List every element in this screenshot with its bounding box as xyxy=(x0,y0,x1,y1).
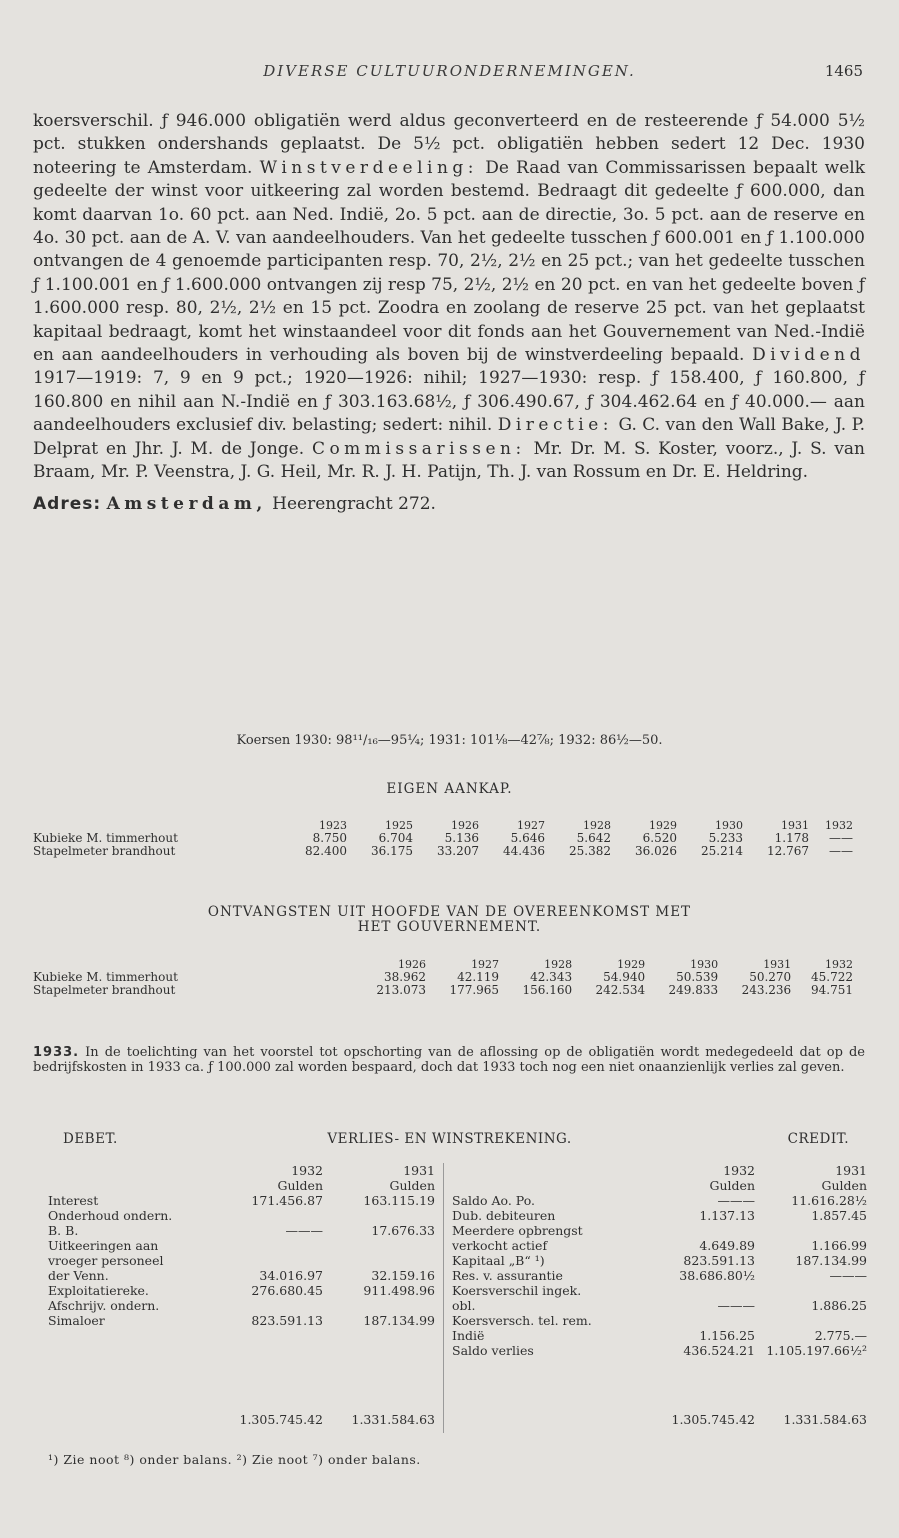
value-cell: 177.965 xyxy=(449,983,500,997)
value-cell: 50.270 xyxy=(749,970,792,984)
value-cell: 5.646 xyxy=(510,831,545,845)
value-cell: 34.016.97 xyxy=(259,1268,323,1283)
row-label: Stapelmeter brandhout xyxy=(33,844,176,858)
eigen-aankap-title: EIGEN AANKAP. xyxy=(386,781,513,797)
year-cell: 1929 xyxy=(649,819,677,832)
value-cell: 11.616.28½ xyxy=(791,1193,867,1208)
footnotes: ¹) Zie noot ⁸) onder balans. ²) Zie noot ⁷) onder balans. xyxy=(48,1452,421,1467)
table-row xyxy=(452,1328,867,1343)
value-cell: 276.680.45 xyxy=(251,1283,323,1298)
value-cell: 187.134.99 xyxy=(363,1313,435,1328)
value-cell xyxy=(755,1313,867,1328)
value-cell: 436.524.21 xyxy=(683,1343,755,1358)
debet-heading: DEBET. xyxy=(63,1131,118,1147)
value-cell: 911.498.96 xyxy=(363,1283,435,1298)
row-label: Stapelmeter brandhout xyxy=(33,983,176,997)
value-cell: 823.591.13 xyxy=(683,1253,755,1268)
value-cell: ——— xyxy=(717,1298,755,1313)
debit-totals xyxy=(223,1412,436,1427)
value-cell xyxy=(223,1238,323,1253)
value-cell xyxy=(667,1313,755,1328)
credit-year-header xyxy=(452,1163,867,1178)
value-cell: 12.767 xyxy=(767,844,809,858)
table-row xyxy=(452,1208,867,1223)
note-1933 xyxy=(33,1045,865,1075)
table-row xyxy=(452,1223,867,1238)
eigen-aankap-table xyxy=(33,819,853,858)
value-cell xyxy=(323,1238,435,1253)
ontvangsten-title-line2: HET GOUVERNEMENT. xyxy=(357,919,542,935)
row-label: Interest xyxy=(48,1193,99,1208)
dividend-text: 1917—1919: 7, 9 en 9 pct.; 1920—1926: nihil; 1927—1930: resp. ƒ 158.400, ƒ 160.800, ƒ 160.800 en nihil aan N.-Indië en ƒ 303.163.68½, ƒ 306.490.67, ƒ 304.462.64 en ƒ 40.000.— aan aandeelhouders exclusief div. belasting; sedert: nihil. xyxy=(33,368,865,436)
row-label: vroeger personeel xyxy=(48,1253,164,1268)
table-row xyxy=(452,1298,867,1313)
year-cell: 1932 xyxy=(825,819,853,832)
value-cell: 54.940 xyxy=(603,970,646,984)
value-cell: 42.119 xyxy=(457,970,500,984)
value-cell xyxy=(667,1283,755,1298)
value-cell: 5.642 xyxy=(576,831,611,845)
table-row xyxy=(452,1343,867,1358)
value-cell: 38.686.80½ xyxy=(679,1268,755,1283)
address-label: Adres: xyxy=(33,493,102,514)
value-cell xyxy=(223,1253,323,1268)
note-year: 1933. xyxy=(33,1045,80,1060)
row-label: Saldo Ao. Po. xyxy=(452,1193,535,1208)
commissarissen-label: Commissarissen: xyxy=(311,438,526,459)
note-text: In de toelichting van het voorstel tot opschorting van de aflossing op de obligatiën wordt medegedeeld dat op de bedrijfskosten in 1933 ca. ƒ 100.000 zal worden bespaard, doch dat 1933 toch nog een niet onaanzienlijk verlies zal geven. xyxy=(33,1045,865,1075)
row-label: Simaloer xyxy=(48,1313,105,1328)
year-cell: 1928 xyxy=(583,819,611,832)
row-label: obl. xyxy=(452,1298,476,1313)
year-label: 1932 xyxy=(291,1163,323,1178)
table-row xyxy=(33,845,853,858)
year-cell: 1931 xyxy=(781,819,809,832)
table-row xyxy=(48,1208,436,1223)
value-cell: —— xyxy=(829,831,853,845)
table-row xyxy=(452,1313,867,1328)
table-row xyxy=(452,1193,867,1208)
winstverdeeling-label: Winstverdeeling: xyxy=(259,157,478,178)
value-cell: 2.775.— xyxy=(814,1328,867,1343)
year-cell: 1927 xyxy=(517,819,545,832)
unit-label: Gulden xyxy=(709,1178,755,1193)
value-cell: 50.539 xyxy=(676,970,719,984)
value-cell: 1.137.13 xyxy=(699,1208,755,1223)
value-cell: 42.343 xyxy=(530,970,573,984)
year-cell: 1926 xyxy=(398,958,427,971)
row-label: Res. v. assurantie xyxy=(452,1268,563,1283)
debit-side xyxy=(48,1163,436,1328)
row-label: Afschrijv. ondern. xyxy=(48,1298,160,1313)
row-label: Indië xyxy=(452,1328,485,1343)
unit-label: Gulden xyxy=(277,1178,323,1193)
value-cell: 36.175 xyxy=(371,844,413,858)
page-header xyxy=(0,62,899,86)
value-cell: 1.166.99 xyxy=(811,1238,867,1253)
row-label: Exploitatiereke. xyxy=(48,1283,149,1298)
value-cell: 187.134.99 xyxy=(795,1253,867,1268)
value-cell: 1.886.25 xyxy=(811,1298,867,1313)
credit-totals xyxy=(667,1412,867,1427)
value-cell: 213.073 xyxy=(376,983,427,997)
year-cell: 1929 xyxy=(617,958,646,971)
table-row xyxy=(452,1238,867,1253)
year-cell: 1927 xyxy=(471,958,500,971)
value-cell: 6.704 xyxy=(378,831,413,845)
total-value: 1.331.584.63 xyxy=(351,1412,435,1427)
table-row xyxy=(48,1268,436,1283)
table-row xyxy=(48,1223,436,1238)
value-cell: 38.962 xyxy=(384,970,427,984)
conversion-text: koersverschil. ƒ 946.000 obligatiën werd aldus geconverteerd en de resteerende ƒ 54.000 5½ pct. stukken ondershands geplaatst. De 5½ pct. obligatiën hebben sedert 12 Dec. 1930 noteering te Amsterdam. xyxy=(33,111,865,178)
page-number: 1465 xyxy=(824,62,863,80)
value-cell xyxy=(223,1208,323,1223)
value-cell: 33.207 xyxy=(437,844,479,858)
value-cell xyxy=(755,1223,867,1238)
value-cell xyxy=(223,1298,323,1313)
value-cell: ——— xyxy=(829,1268,867,1283)
value-cell xyxy=(755,1283,867,1298)
body-paragraph xyxy=(33,110,865,516)
value-cell: 8.750 xyxy=(312,831,347,845)
year-label: 1931 xyxy=(835,1163,867,1178)
value-cell: 1.105.197.66½² xyxy=(766,1343,867,1358)
table-row xyxy=(452,1253,867,1268)
row-label: Kubieke M. timmerhout xyxy=(33,970,178,984)
table-row xyxy=(452,1268,867,1283)
value-cell: 4.649.89 xyxy=(699,1238,755,1253)
value-cell: 5.136 xyxy=(444,831,479,845)
address-street: Heerengracht 272. xyxy=(272,493,436,514)
directie-label: Directie: xyxy=(497,415,614,436)
value-cell xyxy=(323,1208,435,1223)
year-label: 1932 xyxy=(723,1163,755,1178)
debit-year-header xyxy=(48,1163,436,1178)
row-label: Koersversch. tel. rem. xyxy=(452,1313,592,1328)
table-row xyxy=(48,1313,436,1328)
value-cell: 171.456.87 xyxy=(251,1193,323,1208)
year-cell: 1923 xyxy=(319,819,347,832)
year-cell: 1931 xyxy=(763,958,792,971)
year-cell: 1928 xyxy=(544,958,573,971)
row-label: Kubieke M. timmerhout xyxy=(33,831,178,845)
year-label: 1931 xyxy=(403,1163,435,1178)
row-label: Meerdere opbrengst xyxy=(452,1223,583,1238)
value-cell: 156.160 xyxy=(522,983,573,997)
table-row xyxy=(48,1253,436,1268)
year-cell: 1930 xyxy=(690,958,719,971)
dividend-label: Dividend xyxy=(752,345,866,366)
value-cell xyxy=(667,1223,755,1238)
table-row xyxy=(33,984,853,997)
value-cell: 17.676.33 xyxy=(371,1223,435,1238)
value-cell xyxy=(323,1253,435,1268)
credit-unit-header xyxy=(452,1178,867,1193)
credit-heading: CREDIT. xyxy=(787,1131,849,1147)
directie-text: G. C. van den Wall Bake, J. P. Delprat en Jhr. J. M. de Jonge. xyxy=(33,415,865,459)
winstverdeeling-text: De Raad van Commissarissen bepaalt welk gedeelte der winst voor uitkeering zal worden bestemd. Bedraagt dit gedeelte ƒ 600.000, dan komt daarvan 1o. 60 pct. aan Ned. Indië, 2o. 5 pct. aan de directie, 3o. 5 pct. aan de reserve en 4o. 30 pct. aan de A. V. van aandeelhouders. Van het gedeelte tusschen ƒ 600.001 en ƒ 1.100.000 ontvangen de 4 genoemde participanten resp. 70, 2½, 2½ en 25 pct.; van het gedeelte tusschen ƒ 1.100.001 en ƒ 1.600.000 ontvangen zij resp 75, 2½, 2½ en 20 pct. en van het gedeelte boven ƒ 1.600.000 resp. 80, 2½, 2½ en 15 pct. Zoodra en zoolang de reserve 25 pct. van het geplaatst kapitaal bedraagt, komt het winstaandeel voor dit fonds aan het Gouvernement van Ned.-Indië en aan aandeelhouders in verhouding als boven bij de winstverdeeling bepaald. xyxy=(33,157,866,366)
ontvangsten-title xyxy=(0,905,899,935)
total-value: 1.331.584.63 xyxy=(783,1412,867,1427)
value-cell: —— xyxy=(829,844,853,858)
year-cell: 1932 xyxy=(825,958,853,971)
value-cell: 5.233 xyxy=(708,831,743,845)
value-cell: 36.026 xyxy=(635,844,677,858)
credit-side xyxy=(452,1163,867,1358)
value-cell: 823.591.13 xyxy=(251,1313,323,1328)
total-value: 1.305.745.42 xyxy=(671,1412,755,1427)
account-title: VERLIES- EN WINSTREKENING. xyxy=(327,1131,572,1147)
value-cell: 25.214 xyxy=(701,844,743,858)
row-label: Uitkeeringen aan xyxy=(48,1238,159,1253)
year-cell: 1926 xyxy=(451,819,479,832)
value-cell: 45.722 xyxy=(811,970,853,984)
running-title: DIVERSE CULTUURONDERNEMINGEN. xyxy=(263,62,636,80)
value-cell: 163.115.19 xyxy=(363,1193,435,1208)
value-cell: 243.236 xyxy=(741,983,792,997)
row-label: verkocht actief xyxy=(452,1238,548,1253)
value-cell: 249.833 xyxy=(668,983,719,997)
year-cell: 1925 xyxy=(385,819,413,832)
koersen-line: Koersen 1930: 98¹¹/₁₆—95¼; 1931: 101⅛—42⅞; 1932: 86½—50. xyxy=(236,733,663,748)
table-row xyxy=(48,1298,436,1313)
row-label: Kapitaal „B“ ¹) xyxy=(452,1253,545,1268)
row-label: Saldo verlies xyxy=(452,1343,534,1358)
row-label: Onderhoud ondern. xyxy=(48,1208,173,1223)
row-label: B. B. xyxy=(48,1223,79,1238)
row-label: der Venn. xyxy=(48,1268,109,1283)
value-cell: ——— xyxy=(285,1223,323,1238)
value-cell: 44.436 xyxy=(503,844,545,858)
table-row xyxy=(452,1283,867,1298)
value-cell: 6.520 xyxy=(642,831,677,845)
value-cell: 32.159.16 xyxy=(371,1268,435,1283)
debit-unit-header xyxy=(48,1178,436,1193)
commissarissen-text: Mr. Dr. M. S. Koster, voorz., J. S. van Braam, Mr. P. Veenstra, J. G. Heil, Mr. R. J. H. Patijn, Th. J. van Rossum en Dr. E. Heldring. xyxy=(33,438,866,483)
column-divider xyxy=(443,1163,444,1433)
year-cell: 1930 xyxy=(715,819,743,832)
value-cell: 1.156.25 xyxy=(699,1328,755,1343)
ontvangsten-table xyxy=(33,958,853,997)
row-label: Koersverschil ingek. xyxy=(452,1283,582,1298)
unit-label: Gulden xyxy=(389,1178,435,1193)
table-row xyxy=(48,1193,436,1208)
table-row xyxy=(48,1283,436,1298)
value-cell: ——— xyxy=(717,1193,755,1208)
value-cell: 25.382 xyxy=(569,844,611,858)
value-cell: 94.751 xyxy=(811,983,853,997)
ontvangsten-title-line1: ONTVANGSTEN UIT HOOFDE VAN DE OVEREENKOMST MET xyxy=(207,904,692,920)
table-row xyxy=(48,1238,436,1253)
unit-label: Gulden xyxy=(821,1178,867,1193)
value-cell: 242.534 xyxy=(595,983,646,997)
value-cell: 1.857.45 xyxy=(811,1208,867,1223)
value-cell xyxy=(323,1298,435,1313)
row-label: Dub. debiteuren xyxy=(452,1208,556,1223)
total-value: 1.305.745.42 xyxy=(239,1412,323,1427)
value-cell: 1.178 xyxy=(774,831,809,845)
value-cell: 82.400 xyxy=(305,844,347,858)
address-city: Amsterdam, xyxy=(106,493,267,514)
